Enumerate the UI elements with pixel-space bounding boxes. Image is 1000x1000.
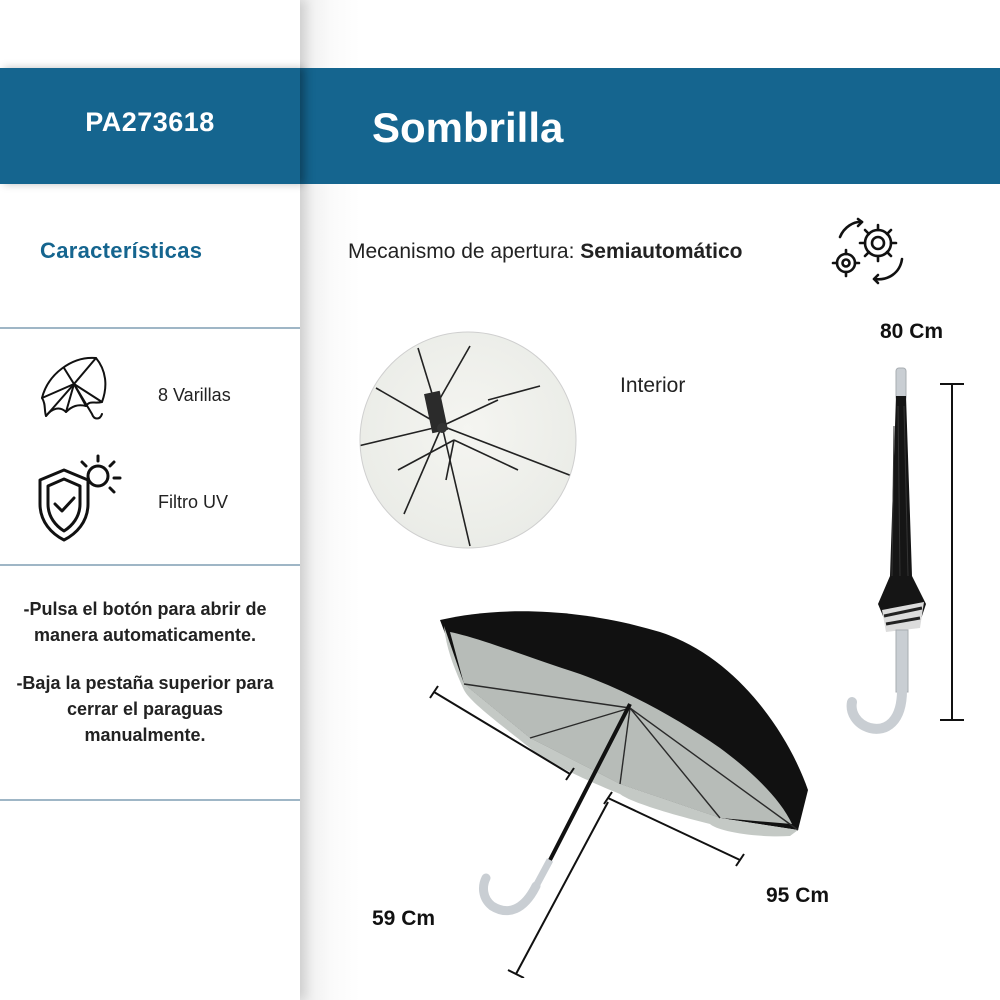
product-code-box [0,68,300,184]
interior-photo [358,330,578,550]
instruction-close: -Baja la pestaña superior para cerrar el paraguas manualmente. [16,673,274,745]
closed-umbrella-photo [840,366,980,746]
usage-instructions [10,596,280,770]
divider [0,327,300,329]
feature-ribs-label: 8 Varillas [158,385,231,405]
divider [0,799,300,801]
shaft-length-label: 59 Cm [372,907,436,930]
product-code: PA273618 [85,106,215,137]
uv-shield-icon [34,452,126,544]
divider [0,564,300,566]
interior-label: Interior [620,374,686,397]
mechanism-label: Mecanismo de apertura: [348,240,581,263]
closed-length-label: 80 Cm [880,320,944,343]
diameter-label: 95 Cm [766,884,830,907]
umbrella-ribs-icon [34,350,114,430]
features-heading: Características [40,238,203,263]
open-umbrella-photo [420,598,840,978]
gears-icon [828,215,910,287]
instruction-open: -Pulsa el botón para abrir de manera automaticamente. [23,599,267,645]
mechanism-value: Semiautomático [580,240,743,263]
page-title: Sombrilla [372,104,564,151]
feature-uv-label: Filtro UV [158,492,229,512]
opening-mechanism [348,240,743,264]
